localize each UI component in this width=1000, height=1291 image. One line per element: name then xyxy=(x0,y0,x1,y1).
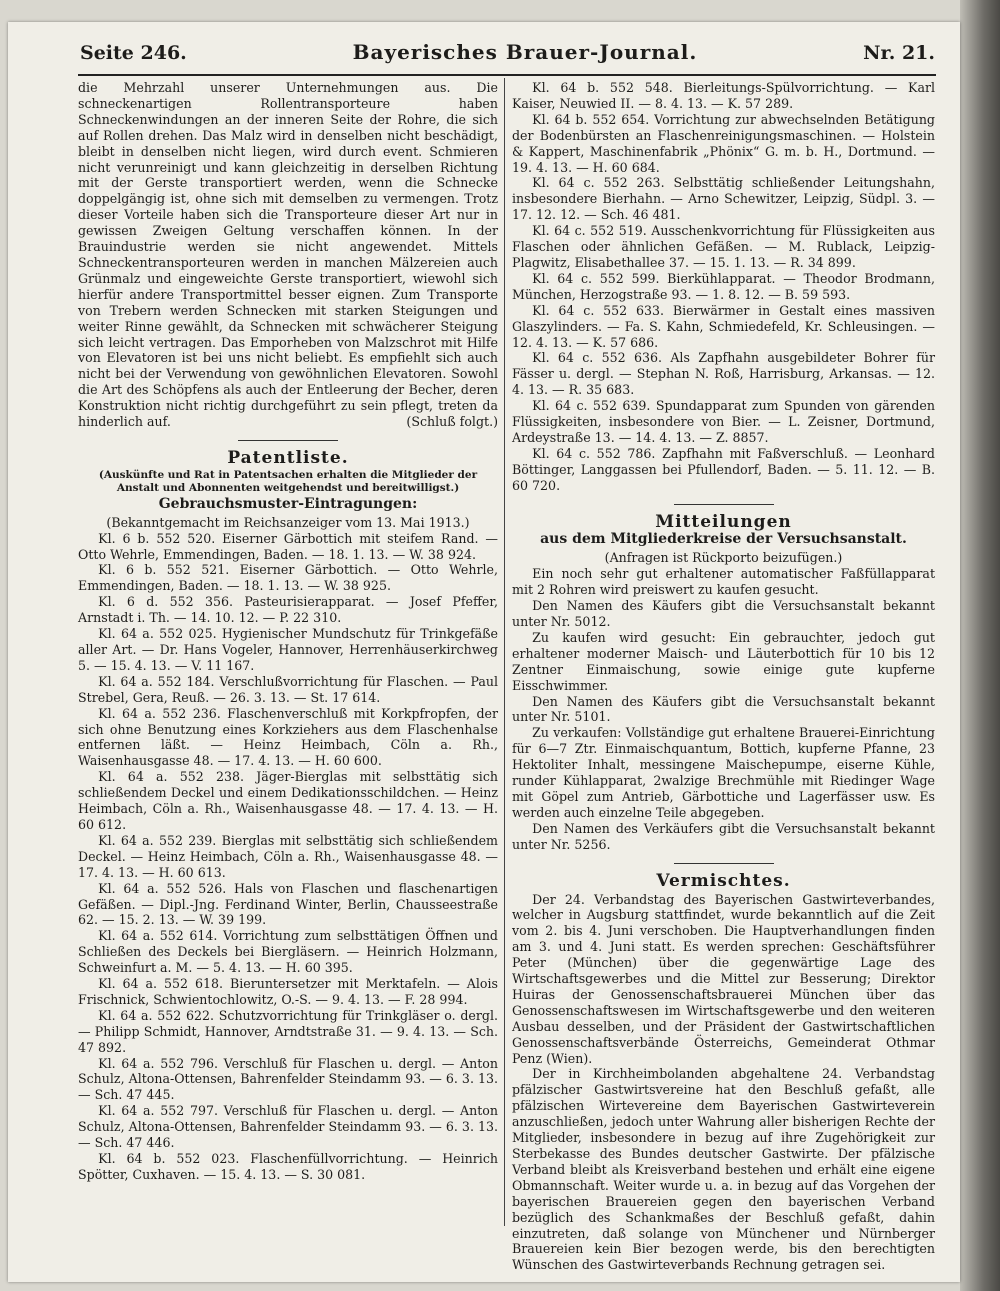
patent-entry: Kl. 64 c. 552 519. Ausschenkvorrichtung für Flüssigkeiten aus Flaschen oder ähnlichen Gefäßen. — M. Rublack, Leipzig-Plagwitz, Elisabethallee 37. — 15. 1. 13. — R. 34 899. xyxy=(512,223,935,270)
vermischtes-paragraph: Der 24. Verbandstag des Bayerischen Gastwirteverbandes, welcher in Augsburg stattfindet, wurde bekanntlich auf die Zeit vom 2. bis 4. Juni verschoben. Die Hauptverhandlungen finden am 3. und 4. Juni statt. Es werden sprechen: Geschäftsführer Peter (München) über die gegenwärtige Lage des Wirtschaftsgewerbes und die Mittel zur Besserung; Direktor Huiras der Genossenschaftsbrauerei München über das Genossenschaftswesen im Wirtschaftsgewerbe und den weiteren Ausbau desselben, und der Präsident der Gastwirtschaftlichen Genossenschaftsverbände Österreichs, Gemeinderat Othmar Penz (Wien). xyxy=(512,891,935,1066)
patent-entry: Kl. 64 c. 552 639. Spundapparat zum Spunden von gärenden Flüssigkeiten, insbesondere von Bier. — L. Zeisner, Dortmund, Ardeystraße 13. — 14. 4. 13. — Z. 8857. xyxy=(512,398,935,445)
patent-entry: Kl. 6 d. 552 356. Pasteurisierapparat. — Josef Pfeffer, Arnstadt i. Th. — 14. 10. 12. — P. 22 310. xyxy=(78,594,498,626)
section-rule xyxy=(238,440,338,441)
vermischtes-paragraph: Der in Kirchheimbolanden abgehaltene 24. Verbandstag pfälzischer Gastwirtsvereine hat den Beschluß gefaßt, alle pfälzischen Wirtevereine dem Bayerischen Gastwirteverein anzuschließen, jedoch unter Wahrung aller bisherigen Rechte der Mitglieder, insbesondere in bezug auf ihre Zugehörigkeit zur Sterbekasse des Bundes deutscher Gastwirte. Der pfälzische Verband bleibt als Kreisverband bestehen und erhält eine eigene Obmannschaft. Weiter wurde u. a. in bezug auf das Vorgehen der bayerischen Brauereien gegen den bayerischen Verband bezüglich des Schankmaßes der Beschluß gefaßt, dahin einzutreten, daß solange von Münchener und Nürnberger Brauereien kein Bier bezogen werde, bis den berechtigten Wünschen des Gastwirteverbands Rechnung getragen sei. xyxy=(512,1066,935,1273)
mitteilungen-paragraph: Den Namen des Verkäufers gibt die Versuchsanstalt bekannt unter Nr. 5256. xyxy=(512,820,935,852)
patent-entry: Kl. 64 a. 552 238. Jäger-Bierglas mit selbsttätig sich schließendem Deckel und einem Dedikationsschildchen. — Heinz Heimbach, Cöln a. Rh., Waisenhausgasse 48. — 17. 4. 13. — H. 60 612. xyxy=(78,769,498,832)
patent-entry: Kl. 64 a. 552 025. Hygienischer Mundschutz für Trinkgefäße aller Art. — Dr. Hans Vogeler, Hannover, Herrenhäuserkirchweg 5. — 15. 4. 13. — V. 11 167. xyxy=(78,626,498,673)
mitteilungen-paragraph: Zu verkaufen: Vollständige gut erhaltene Brauerei-Einrichtung für 6—7 Ztr. Einmaischquantum, Bottich, kupferne Pfanne, 23 Hektoliter Inhalt, messingene Maischepumpe, eiserne Kühle, runder Kühlapparat, 2walzige Brechmühle mit Riedinger Wage mit Göpel zum Antrieb, Gärbottiche und Lagerfässer usw. Es werden auch einzelne Teile abgegeben. xyxy=(512,725,935,820)
patent-entry: Kl. 64 b. 552 023. Flaschenfüllvorrichtung. — Heinrich Spötter, Cuxhaven. — 15. 4. 13. — S. 30 081. xyxy=(78,1151,498,1182)
article-continuation: (Schluß folgt.) xyxy=(406,414,498,430)
patent-note: (Auskünfte und Rat in Patentsachen erhalten die Mitglieder der Anstalt und Abonnenten weitgehendst und bereitwilligst.) xyxy=(98,468,478,494)
section-rule xyxy=(674,863,774,864)
mitteilungen-paragraph: Den Namen des Käufers gibt die Versuchsanstalt bekannt unter Nr. 5101. xyxy=(512,693,935,725)
vermischtes-heading: Vermischtes. xyxy=(656,870,791,891)
header-rule xyxy=(78,74,936,76)
gm-heading: Gebrauchsmuster-Eintragungen: xyxy=(158,495,418,512)
patent-entry: Kl. 64 c. 552 636. Als Zapfhahn ausgebildeter Bohrer für Fässer u. dergl. — Stephan N. Roß, Harrisburg, Arkansas. — 12. 4. 13. — R. 35 683. xyxy=(512,350,935,398)
mitteilungen-paragraph: Den Namen des Käufers gibt die Versuchsanstalt bekannt unter Nr. 5012. xyxy=(512,598,935,629)
journal-title: Bayerisches Brauer-Journal. xyxy=(352,40,698,64)
patent-entry: Kl. 64 c. 552 599. Bierkühlapparat. — Theodor Brodmann, München, Herzogstraße 93. — 1. 8. 12. — B. 59 593. xyxy=(512,270,935,302)
mitteilungen-heading: Mitteilungen xyxy=(655,511,792,532)
section-rule xyxy=(674,504,774,505)
page-number: Seite 246. xyxy=(80,42,187,64)
article-text: die Mehrzahl unserer Unternehmungen aus. Die schneckenartigen Rollentransporteure haben Schneckenwindungen an der inneren Seite der Rohre, die sich auf Rollen drehen. Das Malz wird in denselben nicht beschädigt, bleibt in denselben nicht liegen, wird durch event. Schmieren nicht verunreinigt und kann gleichzeitig in derselben Richtung mit der Gerste transportiert werden, wenn die Schnecke doppelgängig ist, ohne sich mit demselben zu vermengen. Trotz dieser Vorteile haben sich die Transporteure dieser Art nur in gewissen Zweigen Geltung verschaffen können. In der Brauindustrie werden sie nicht angewendet. Mittels Schneckentransporteuren werden in manchen Mälzereien auch Grünmalz und eingeweichte Gerste transportiert, wiewohl sich hierfür andere Transportmittel besser eignen. Zum Transporte von Trebern werden Schnecken mit starken Steigungen und weiter Rinne gewählt, da Schnecken mit schwächerer Steigung sich leicht vertragen. Das Emporheben von Malzschrot mit Hilfe von Elevatoren ist bei uns nicht beliebt. Es empfiehlt sich auch nicht bei der Verwendung von gewöhnlichen Elevatoren. Sowohl die Art des Schöpfens als auch der Entleerung der Becher, deren Konstruktion nicht richtig durchgeführt zu sein pflegt, treten da hinderlich auf. xyxy=(78,80,498,430)
patent-entry: Kl. 6 b. 552 520. Eiserner Gärbottich mit steifem Rand. — Otto Wehrle, Emmendingen, Baden. — 18. 1. 13. — W. 38 924. xyxy=(78,530,498,562)
patent-entry: Kl. 64 a. 552 236. Flaschenverschluß mit Korkpfropfen, der sich ohne Benutzung eines Korkziehers aus dem Flaschenhalse entfernen läßt. — Heinz Heimbach, Cöln a. Rh., Waisenhausgasse 48. — 17. 4. 13. — H. 60 600. xyxy=(78,705,498,769)
patent-entry: Kl. 64 a. 552 614. Vorrichtung zum selbsttätigen Öffnen und Schließen des Deckels bei Biergläsern. — Heinrich Holzmann, Schweinfurt a. M. — 5. 4. 13. — H. 60 395. xyxy=(78,928,498,976)
patent-entry: Kl. 64 a. 552 184. Verschlußvorrichtung für Flaschen. — Paul Strebel, Gera, Reuß. — 26. 3. 13. — St. 17 614. xyxy=(78,673,498,705)
patent-entry: Kl. 64 b. 552 548. Bierleitungs-Spülvorrichtung. — Karl Kaiser, Neuwied II. — 8. 4. 13. — K. 57 289. xyxy=(512,80,935,111)
column-rule xyxy=(504,78,505,1226)
mitteilungen-paragraph: Ein noch sehr gut erhaltener automatischer Faßfüllapparat mit 2 Rohren wird preiswert zu kaufen gesucht. xyxy=(512,566,935,598)
issue-number: Nr. 21. xyxy=(863,42,935,64)
page-header xyxy=(80,40,935,70)
patent-entry: Kl. 64 c. 552 786. Zapfhahn mit Faßverschluß. — Leonhard Böttinger, Langgassen bei Pfullendorf, Baden. — 5. 11. 12. — B. 60 720. xyxy=(512,445,935,493)
right-column xyxy=(512,80,935,1273)
patent-entry: Kl. 64 a. 552 618. Bieruntersetzer mit Merktafeln. — Alois Frischnick, Schwientochlowitz, O.-S. — 9. 4. 13. — F. 28 994. xyxy=(78,976,498,1007)
mitteilungen-paragraph: Zu kaufen wird gesucht: Ein gebrauchter, jedoch gut erhaltener moderner Maisch- und Läuterbottich für 10 bis 12 Zentner Einmaischung, sowie einige gute kupferne Eisschwimmer. xyxy=(512,629,935,693)
patent-entry: Kl. 64 c. 552 263. Selbsttätig schließender Leitungshahn, insbesondere Bierhahn. — Arno Schewitzer, Leipzig, Südpl. 3. — 17. 12. 12. — Sch. 46 481. xyxy=(512,175,935,223)
patent-entry: Kl. 64 a. 552 797. Verschluß für Flaschen u. dergl. — Anton Schulz, Altona-Ottensen, Bahrenfelder Steindamm 93. — 6. 3. 13. — Sch. 47 446. xyxy=(78,1103,498,1151)
mitteilungen-subheading: aus dem Mitgliederkreise der Versuchsanstalt. xyxy=(540,531,907,548)
patent-entry: Kl. 64 a. 552 239. Bierglas mit selbsttätig sich schließendem Deckel. — Heinz Heimbach, Cöln a. Rh., Waisenhausgasse 48. — 17. 4. 13. — H. 60 613. xyxy=(78,832,498,880)
patent-heading: Patentliste. xyxy=(227,447,349,468)
patent-entry: Kl. 64 a. 552 526. Hals von Flaschen und flaschenartigen Gefäßen. — Dipl.-Jng. Ferdinand Winter, Berlin, Chausseestraße 62. — 15. 2. 13. — W. 39 199. xyxy=(78,880,498,928)
scan-edge xyxy=(960,0,1000,1291)
mitteilungen-note: (Anfragen ist Rückporto beizufügen.) xyxy=(604,550,843,566)
patent-entry: Kl. 64 a. 552 796. Verschluß für Flaschen u. dergl. — Anton Schulz, Altona-Ottensen, Bahrenfelder Steindamm 93. — 6. 3. 13. — Sch. 47 445. xyxy=(78,1055,498,1103)
patent-entry: Kl. 6 b. 552 521. Eiserner Gärbottich. — Otto Wehrle, Emmendingen, Baden. — 18. 1. 13. — W. 38 925. xyxy=(78,562,498,594)
patent-entry: Kl. 64 a. 552 622. Schutzvorrichtung für Trinkgläser o. dergl. — Philipp Schmidt, Hannover, Arndtstraße 31. — 9. 4. 13. — Sch. 47 892. xyxy=(78,1007,498,1055)
gm-subheading: (Bekanntgemacht im Reichsanzeiger vom 13. Mai 1913.) xyxy=(106,514,470,530)
patent-entry: Kl. 64 c. 552 633. Bierwärmer in Gestalt eines massiven Glaszylinders. — Fa. S. Kahn, Schmiedefeld, Kr. Schleusingen. — 12. 4. 13. — K. 57 686. xyxy=(512,302,935,350)
left-column xyxy=(78,80,498,1183)
patent-entry: Kl. 64 b. 552 654. Vorrichtung zur abwechselnden Betätigung der Bodenbürsten an Flaschenreinigungsmaschinen. — Holstein & Kappert, Maschinenfabrik „Phönix“ G. m. b. H., Dortmund. — 19. 4. 13. — H. 60 684. xyxy=(512,111,935,175)
